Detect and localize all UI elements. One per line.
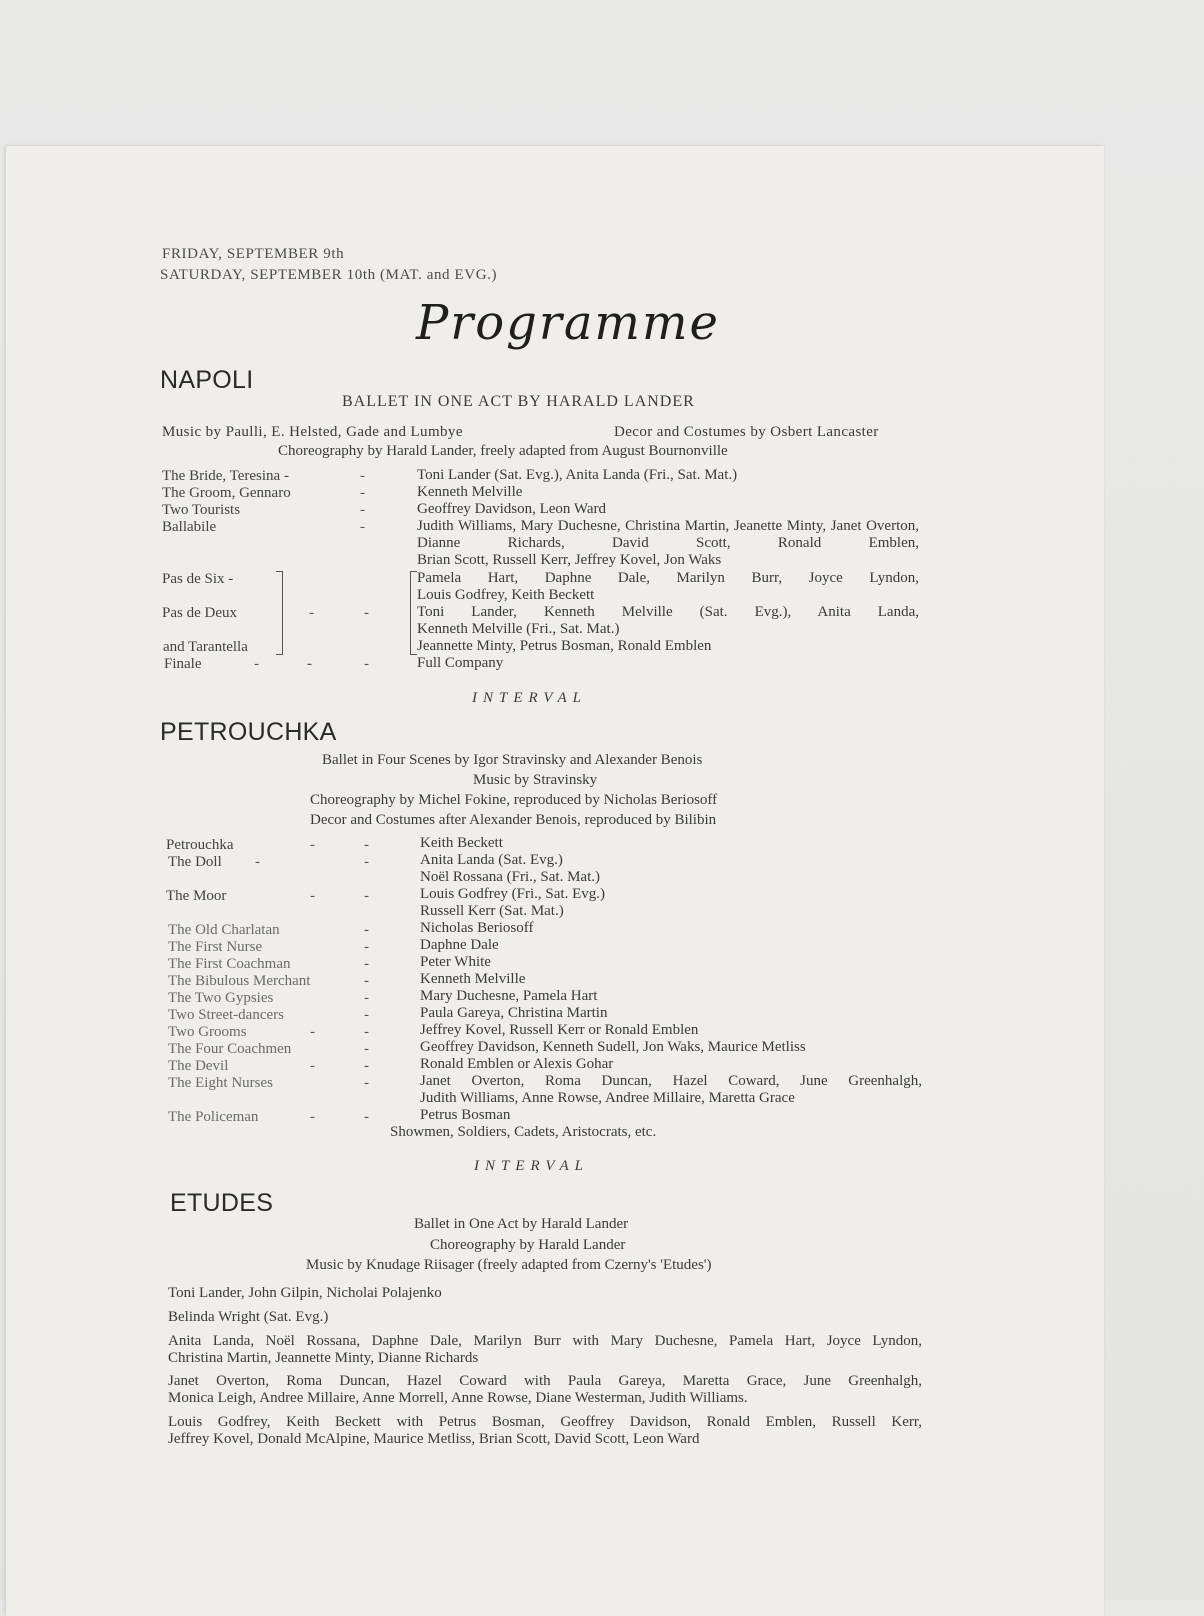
- napoli-role: The Bride, Teresina -: [162, 468, 289, 484]
- petrouchka-role: Two Grooms: [168, 1024, 247, 1040]
- petrouchka-dash: -: [310, 888, 315, 904]
- petrouchka-role: The First Nurse: [168, 939, 263, 955]
- petrouchka-cast: Russell Kerr (Sat. Mat.): [420, 903, 564, 919]
- petrouchka-dash: -: [310, 1109, 315, 1125]
- petrouchka-cast: Daphne Dale: [420, 937, 499, 953]
- napoli-dash: -: [360, 485, 365, 501]
- petrouchka-credit: Music by Stravinsky: [473, 772, 598, 788]
- petrouchka-dash: -: [310, 837, 315, 853]
- petrouchka-dash: -: [364, 922, 369, 938]
- date-line-saturday: SATURDAY, SEPTEMBER 10th (MAT. and EVG.): [160, 267, 498, 283]
- petrouchka-dash: -: [364, 956, 369, 972]
- petrouchka-cast: Nicholas Beriosoff: [420, 920, 534, 936]
- petrouchka-role: The First Coachman: [168, 956, 291, 972]
- etudes-cast-line-last: Christina Martin, Jeannette Minty, Dianne Richards: [168, 1350, 479, 1366]
- napoli-dash: -: [360, 519, 365, 535]
- petrouchka-dash: -: [364, 854, 369, 870]
- petrouchka-dash: -: [310, 1058, 315, 1074]
- petrouchka-dash: -: [364, 837, 369, 853]
- petrouchka-dash: -: [310, 1024, 315, 1040]
- petrouchka-cast: Noël Rossana (Fri., Sat. Mat.): [420, 869, 600, 885]
- ballet-title-napoli: NAPOLI: [160, 366, 254, 394]
- petrouchka-dash: -: [364, 1024, 369, 1040]
- petrouchka-role: The Eight Nurses: [168, 1075, 273, 1091]
- napoli-dash: -: [364, 656, 369, 672]
- page-title: Programme: [416, 295, 720, 351]
- napoli-subtitle: BALLET IN ONE ACT BY HARALD LANDER: [342, 393, 695, 410]
- napoli-dash: -: [254, 656, 259, 672]
- interval-1: INTERVAL: [472, 690, 587, 706]
- napoli-cast-pas-de-deux: Toni Lander, Kenneth Melville (Sat. Evg.), Anita Landa,: [417, 604, 919, 620]
- petrouchka-dash: -: [364, 939, 369, 955]
- napoli-role: and Tarantella: [163, 639, 248, 655]
- petrouchka-credit: Ballet in Four Scenes by Igor Stravinsky and Alexander Benois: [322, 752, 703, 768]
- petrouchka-cast: Paula Gareya, Christina Martin: [420, 1005, 608, 1021]
- napoli-cast-pas-de-six-last: Louis Godfrey, Keith Beckett: [417, 587, 595, 603]
- etudes-credit: Music by Knudage Riisager (freely adapted from Czerny's 'Etudes'): [306, 1257, 712, 1273]
- petrouchka-role: The Policeman: [168, 1109, 259, 1125]
- right-brace: [410, 571, 417, 655]
- etudes-credit: Ballet in One Act by Harald Lander: [414, 1216, 629, 1232]
- napoli-dash: -: [309, 605, 314, 621]
- petrouchka-role: The Devil: [168, 1058, 229, 1074]
- napoli-dash: -: [364, 605, 369, 621]
- petrouchka-cast-eight-nurses-last: Judith Williams, Anne Rowse, Andree Millaire, Maretta Grace: [420, 1090, 795, 1106]
- petrouchka-dash: -: [364, 1075, 369, 1091]
- petrouchka-dash: -: [364, 1041, 369, 1057]
- petrouchka-cast: Geoffrey Davidson, Kenneth Sudell, Jon Waks, Maurice Metliss: [420, 1039, 806, 1055]
- etudes-cast-line-last: Jeffrey Kovel, Donald McAlpine, Maurice Metliss, Brian Scott, David Scott, Leon Ward: [168, 1431, 700, 1447]
- napoli-cast-tarantella: Jeannette Minty, Petrus Bosman, Ronald Emblen: [417, 638, 712, 654]
- napoli-role: Pas de Six -: [162, 571, 234, 587]
- petrouchka-role: Two Street-dancers: [168, 1007, 284, 1023]
- napoli-dash: -: [360, 502, 365, 518]
- petrouchka-cast: Kenneth Melville: [420, 971, 526, 987]
- napoli-cast: Geoffrey Davidson, Leon Ward: [417, 501, 607, 517]
- petrouchka-cast: Ronald Emblen or Alexis Gohar: [420, 1056, 614, 1072]
- ballet-title-petrouchka: PETROUCHKA: [160, 718, 337, 746]
- napoli-role: Pas de Deux: [162, 605, 237, 621]
- petrouchka-extras: Showmen, Soldiers, Cadets, Aristocrats, etc.: [390, 1124, 657, 1140]
- petrouchka-credit: Decor and Costumes after Alexander Benois, reproduced by Bilibin: [310, 812, 717, 828]
- napoli-cast-ballabile-last: Brian Scott, Russell Kerr, Jeffrey Kovel, Jon Waks: [417, 552, 722, 568]
- interval-2: INTERVAL: [474, 1158, 589, 1174]
- petrouchka-role: The Moor: [166, 888, 227, 904]
- petrouchka-dash: -: [364, 1058, 369, 1074]
- petrouchka-role: The Bibulous Merchant: [168, 973, 311, 989]
- petrouchka-dash: -: [364, 990, 369, 1006]
- napoli-dash: -: [360, 468, 365, 484]
- napoli-cast: Full Company: [417, 655, 504, 671]
- petrouchka-cast: Louis Godfrey (Fri., Sat. Evg.): [420, 886, 605, 902]
- napoli-dash: -: [307, 656, 312, 672]
- napoli-cast: Kenneth Melville: [417, 484, 523, 500]
- napoli-cast-ballabile: Judith Williams, Mary Duchesne, Christina Martin, Jeanette Minty, Janet Overton, Dianne Richards, David Scott, Ronald Emblen,: [417, 518, 919, 551]
- napoli-role: Ballabile: [162, 519, 217, 535]
- petrouchka-dash: -: [364, 973, 369, 989]
- petrouchka-cast: Keith Beckett: [420, 835, 503, 851]
- napoli-cast-pas-de-six: Pamela Hart, Daphne Dale, Marilyn Burr, Joyce Lyndon,: [417, 570, 919, 586]
- petrouchka-cast: Peter White: [420, 954, 491, 970]
- napoli-role: Finale: [164, 656, 202, 672]
- napoli-music-credit: Music by Paulli, E. Helsted, Gade and Lumbye: [162, 424, 463, 440]
- petrouchka-dash: -: [364, 1109, 369, 1125]
- petrouchka-cast: Jeffrey Kovel, Russell Kerr or Ronald Emblen: [420, 1022, 699, 1038]
- date-line-friday: FRIDAY, SEPTEMBER 9th: [162, 246, 345, 262]
- napoli-cast: Toni Lander (Sat. Evg.), Anita Landa (Fri., Sat. Mat.): [417, 467, 738, 483]
- petrouchka-cast: Mary Duchesne, Pamela Hart: [420, 988, 598, 1004]
- petrouchka-role: The Four Coachmen: [168, 1041, 292, 1057]
- petrouchka-role: The Doll: [168, 854, 222, 870]
- petrouchka-role: The Old Charlatan: [168, 922, 280, 938]
- petrouchka-cast: Petrus Bosman: [420, 1107, 511, 1123]
- petrouchka-credit: Choreography by Michel Fokine, reproduced by Nicholas Beriosoff: [310, 792, 718, 808]
- napoli-role: Two Tourists: [162, 502, 241, 518]
- petrouchka-role: Petrouchka: [166, 837, 234, 853]
- etudes-cast-line: Anita Landa, Noël Rossana, Daphne Dale, Marilyn Burr with Mary Duchesne, Pamela Hart, Joyce Lyndon,: [168, 1333, 922, 1349]
- petrouchka-dash: -: [255, 854, 260, 870]
- etudes-cast-line: Belinda Wright (Sat. Evg.): [168, 1309, 329, 1325]
- petrouchka-dash: -: [364, 1007, 369, 1023]
- etudes-credit: Choreography by Harald Lander: [430, 1237, 626, 1253]
- etudes-cast-line: Louis Godfrey, Keith Beckett with Petrus Bosman, Geoffrey Davidson, Ronald Emblen, Russell Kerr,: [168, 1414, 922, 1430]
- ballet-title-etudes: ETUDES: [170, 1189, 274, 1217]
- etudes-cast-line: Janet Overton, Roma Duncan, Hazel Coward with Paula Gareya, Maretta Grace, June Greenhalgh,: [168, 1373, 922, 1389]
- napoli-cast-pas-de-deux-last: Kenneth Melville (Fri., Sat. Mat.): [417, 621, 620, 637]
- petrouchka-cast: Anita Landa (Sat. Evg.): [420, 852, 563, 868]
- napoli-decor-credit: Decor and Costumes by Osbert Lancaster: [614, 424, 879, 440]
- napoli-choreography-credit: Choreography by Harald Lander, freely adapted from August Bournonville: [278, 443, 728, 459]
- petrouchka-cast-eight-nurses: Janet Overton, Roma Duncan, Hazel Coward, June Greenhalgh,: [420, 1073, 922, 1089]
- petrouchka-dash: -: [364, 888, 369, 904]
- petrouchka-role: The Two Gypsies: [168, 990, 274, 1006]
- left-brace: [276, 571, 283, 655]
- etudes-cast-line: Toni Lander, John Gilpin, Nicholai Polajenko: [168, 1285, 442, 1301]
- etudes-cast-line-last: Monica Leigh, Andree Millaire, Anne Morrell, Anne Rowse, Diane Westerman, Judith Williams.: [168, 1390, 748, 1406]
- napoli-role: The Groom, Gennaro: [162, 485, 291, 501]
